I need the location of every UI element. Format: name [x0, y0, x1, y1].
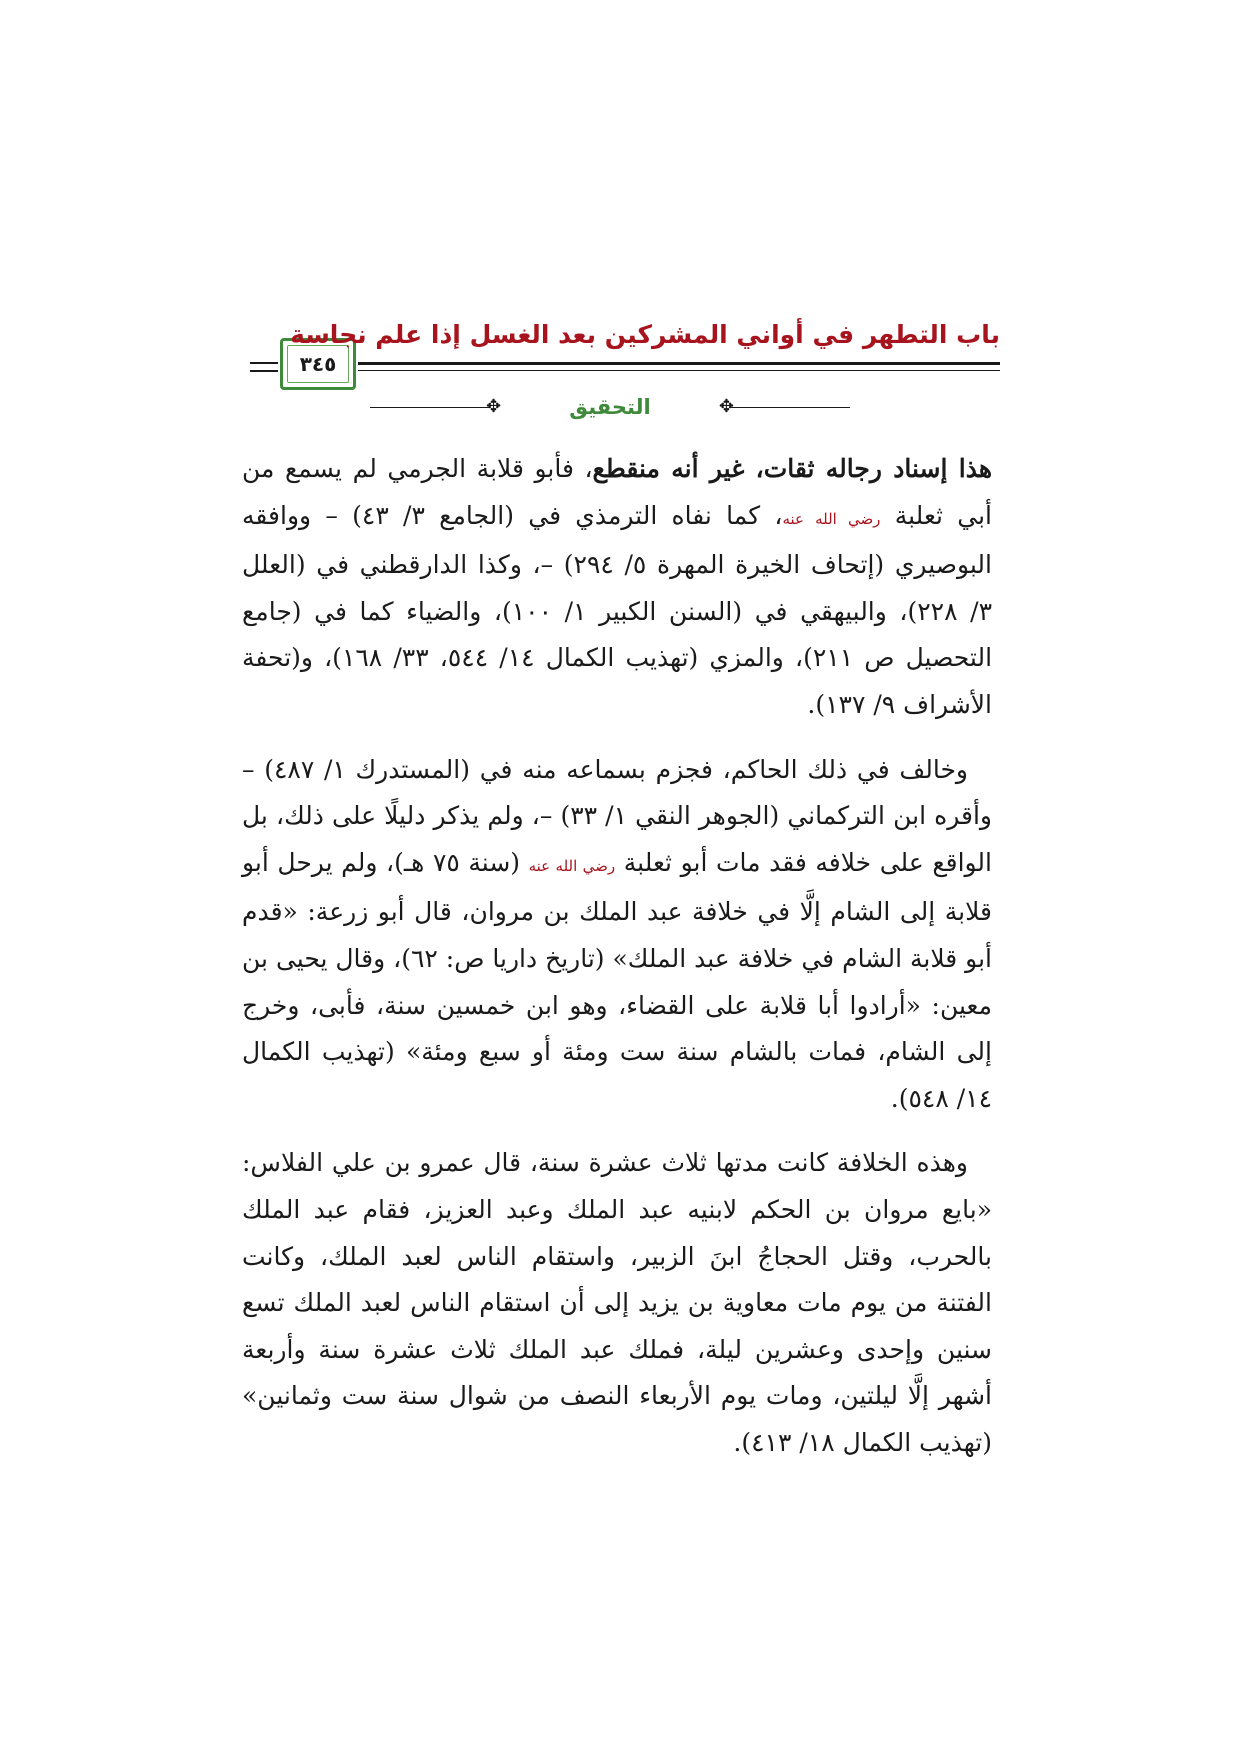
page-number: ٣٤٥ — [299, 352, 337, 376]
text-segment: وهذه الخلافة كانت مدتها ثلاث عشرة سنة، قال عمرو بن علي الفلاس: «بايع مروان بن الحكم لابنيه عبد الملك وعبد العزيز، فقام عبد الملك بالحرب، وقتل الحجاجُ ابنَ الزبير، واستقام الناس لعبد الملك، وكانت الفتنة من يوم مات معاوية بن يزيد إلى أن استقام الناس لعبد الملك تسع سنين وإحدى وعشرين ليلة، فملك عبد الملك ثلاث عشرة سنة وأربعة أشهر إلَّا ليلتين، ومات يوم الأربعاء النصف من شوال سنة ست وثمانين» (تهذيب الكمال ١٨/ ٤١٣). — [242, 1148, 992, 1457]
text-segment: ، كما نفاه الترمذي في (الجامع ٣/ ٤٣) – ووافقه البوصيري (إتحاف الخيرة المهرة ٥/ ٢٩٤) –، وكذا الدارقطني في (العلل ٣/ ٢٢٨)، والبيهقي في (السنن الكبير ١/ ١٠٠)، والضياء كما في (جامع التحصيل ص ٢١١)، والمزي (تهذيب الكمال ١٤/ ٥٤٤، ٣٣/ ١٦٨)، و(تحفة الأشراف ٩/ ١٣٧). — [242, 500, 993, 719]
ornament-left-icon: ✥ — [486, 396, 502, 417]
header-left-rules — [250, 362, 278, 374]
section-divider — [370, 392, 850, 422]
honorific: رضي الله عنه — [528, 856, 616, 875]
text-segment: وخالف في ذلك الحاكم، فجزم بسماعه منه في (المستدرك ١/ ٤٨٧) – وأقره ابن التركماني (الجوهر النقي ١/ ٣٣) –، ولم يذكر دليلًا على ذلك، بل الواقع على خلافه فقد مات أبو ثعلبة — [242, 754, 993, 877]
text-segment: (سنة ٧٥ هـ)، ولم يرحل أبو قلابة إلى الشام إلَّا في خلافة عبد الملك بن مروان، قال أبو زرعة: «قدم أبو قلابة الشام في خلافة عبد الملك» (تاريخ داريا ص: ٦٢)، وقال يحيى بن معين: «أرادوا أبا قلابة على القضاء، وهو ابن خمسين سنة، فأبى، وخرج إلى الشام، فمات بالشام سنة ست ومئة أو سبع ومئة» (تهذيب الكمال ١٤/ ٥٤٨). — [242, 847, 993, 1113]
text-segment: ، فأبو قلابة الجرمي لم يسمع من أبي ثعلبة — [242, 454, 992, 530]
header-rule-thick — [358, 362, 1000, 365]
paragraph — [242, 747, 992, 1123]
body-text — [242, 446, 992, 1484]
page-header — [250, 318, 1000, 392]
chapter-title: باب التطهر في أواني المشركين بعد الغسل إذا علم نجاسة — [290, 320, 1000, 349]
honorific: رضي الله عنه — [782, 509, 881, 528]
ornament-right-icon: ✥ — [718, 396, 734, 417]
divider-line-right — [730, 407, 850, 408]
paragraph — [242, 1140, 992, 1466]
header-rule-thin — [358, 370, 1000, 371]
paragraph — [242, 446, 992, 729]
bold-phrase: هذا إسناد رجاله ثقات، غير أنه منقطع — [592, 454, 993, 483]
section-title: التحقيق — [569, 395, 651, 419]
